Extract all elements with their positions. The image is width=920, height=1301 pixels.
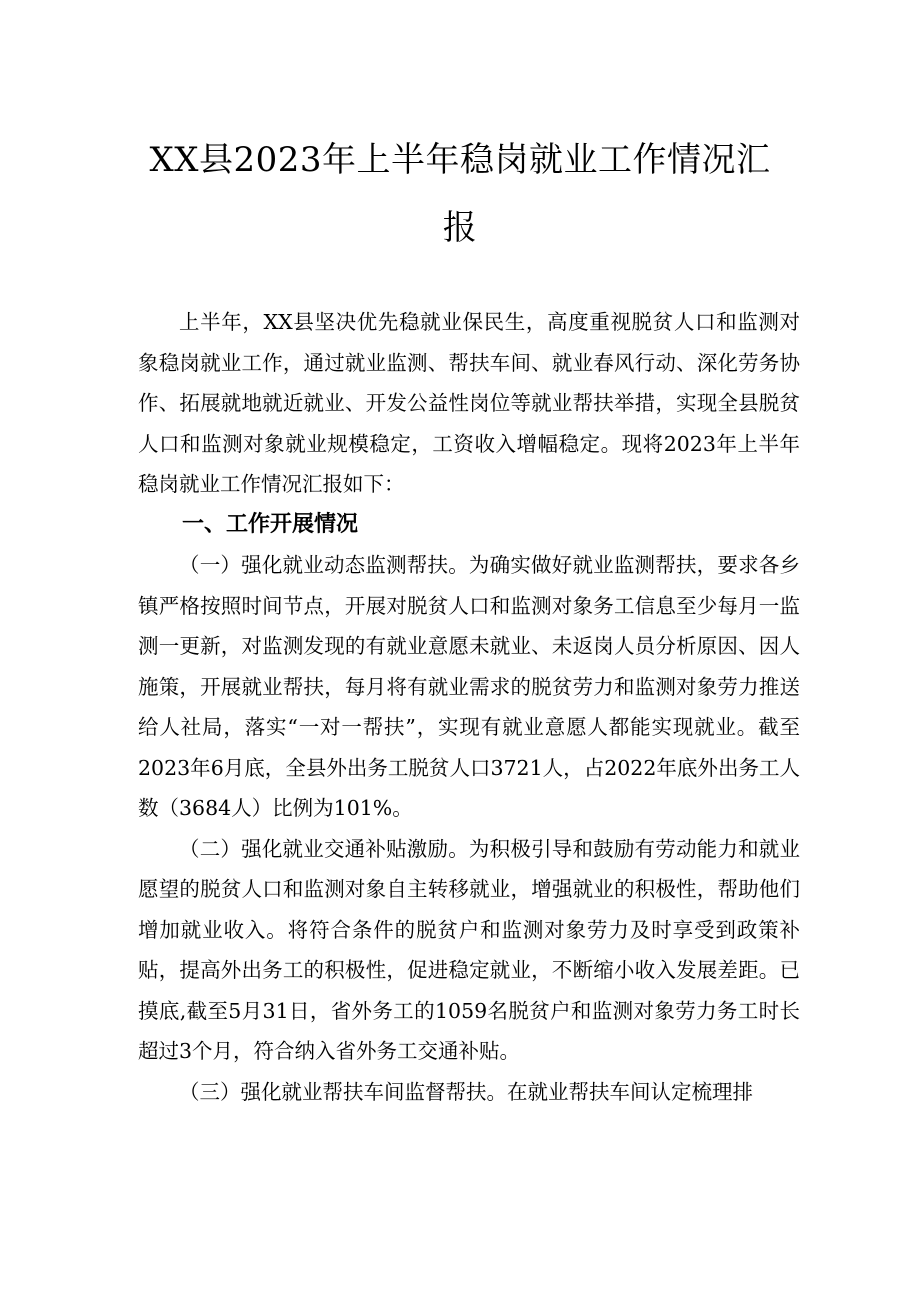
document-title-line-2: 报: [442, 208, 478, 248]
section-heading: 一、工作开展情况: [182, 511, 359, 537]
document-title-line-1: XX县2023年上半年稳岗就业工作情况汇: [149, 140, 771, 180]
intro-paragraph: 上半年，XX县坚决优先稳就业保民生，高度重视脱贫人口和监测对象稳岗就业工作，通过就业监测、帮扶车间、就业春风行动、深化劳务协作、拓展就地就近就业、开发公益性岗位等就业帮扶举措，实现全县脱贫人口和监测对象就业规模稳定，工资收入增幅稳定。现将2023年上半年稳岗就业工作情况汇报如下：: [138, 310, 800, 496]
document-body: [138, 302, 800, 1112]
item-lead: （一）强化就业动态监测帮扶。: [179, 553, 469, 577]
item-text: 为确实做好就业监测帮扶，要求各乡镇严格按照时间节点，开展对脱贫人口和监测对象务工信息至少每月一监测一更新，对监测发现的有就业意愿未就业、未返岗人员分析原因、因人施策，开展就业帮扶，每月将有就业需求的脱贫劳力和监测对象劳力推送给人社局，落实“一对一帮扶”，实现有就业意愿人都能实现就业。截至2023年6月底，全县外出务工脱贫人口3721人，占2022年底外出务工人数（3684人）比例为101%。: [138, 553, 801, 820]
item-lead: （三）强化就业帮扶车间监督帮扶。: [179, 1079, 507, 1104]
item-paragraph-1: [138, 545, 800, 829]
item-paragraph-2: [138, 829, 800, 1072]
item-text: 为积极引导和鼓励有劳动能力和就业愿望的脱贫人口和监测对象自主转移就业，增强就业的积极性，帮助他们增加就业收入。将符合条件的脱贫户和监测对象劳力及时享受到政策补贴，提高外出务工的积极性，促进稳定就业，不断缩小收入发展差距。已摸底,截至5月31日，省外务工的1059名脱贫户和监测对象劳力务工时长超过3个月，符合纳入省外务工交通补贴。: [138, 836, 801, 1063]
item-paragraph-3: [138, 1072, 800, 1113]
item-text: 在就业帮扶车间认定梳理排: [507, 1079, 753, 1104]
item-lead: （二）强化就业交通补贴激励。: [179, 836, 469, 861]
